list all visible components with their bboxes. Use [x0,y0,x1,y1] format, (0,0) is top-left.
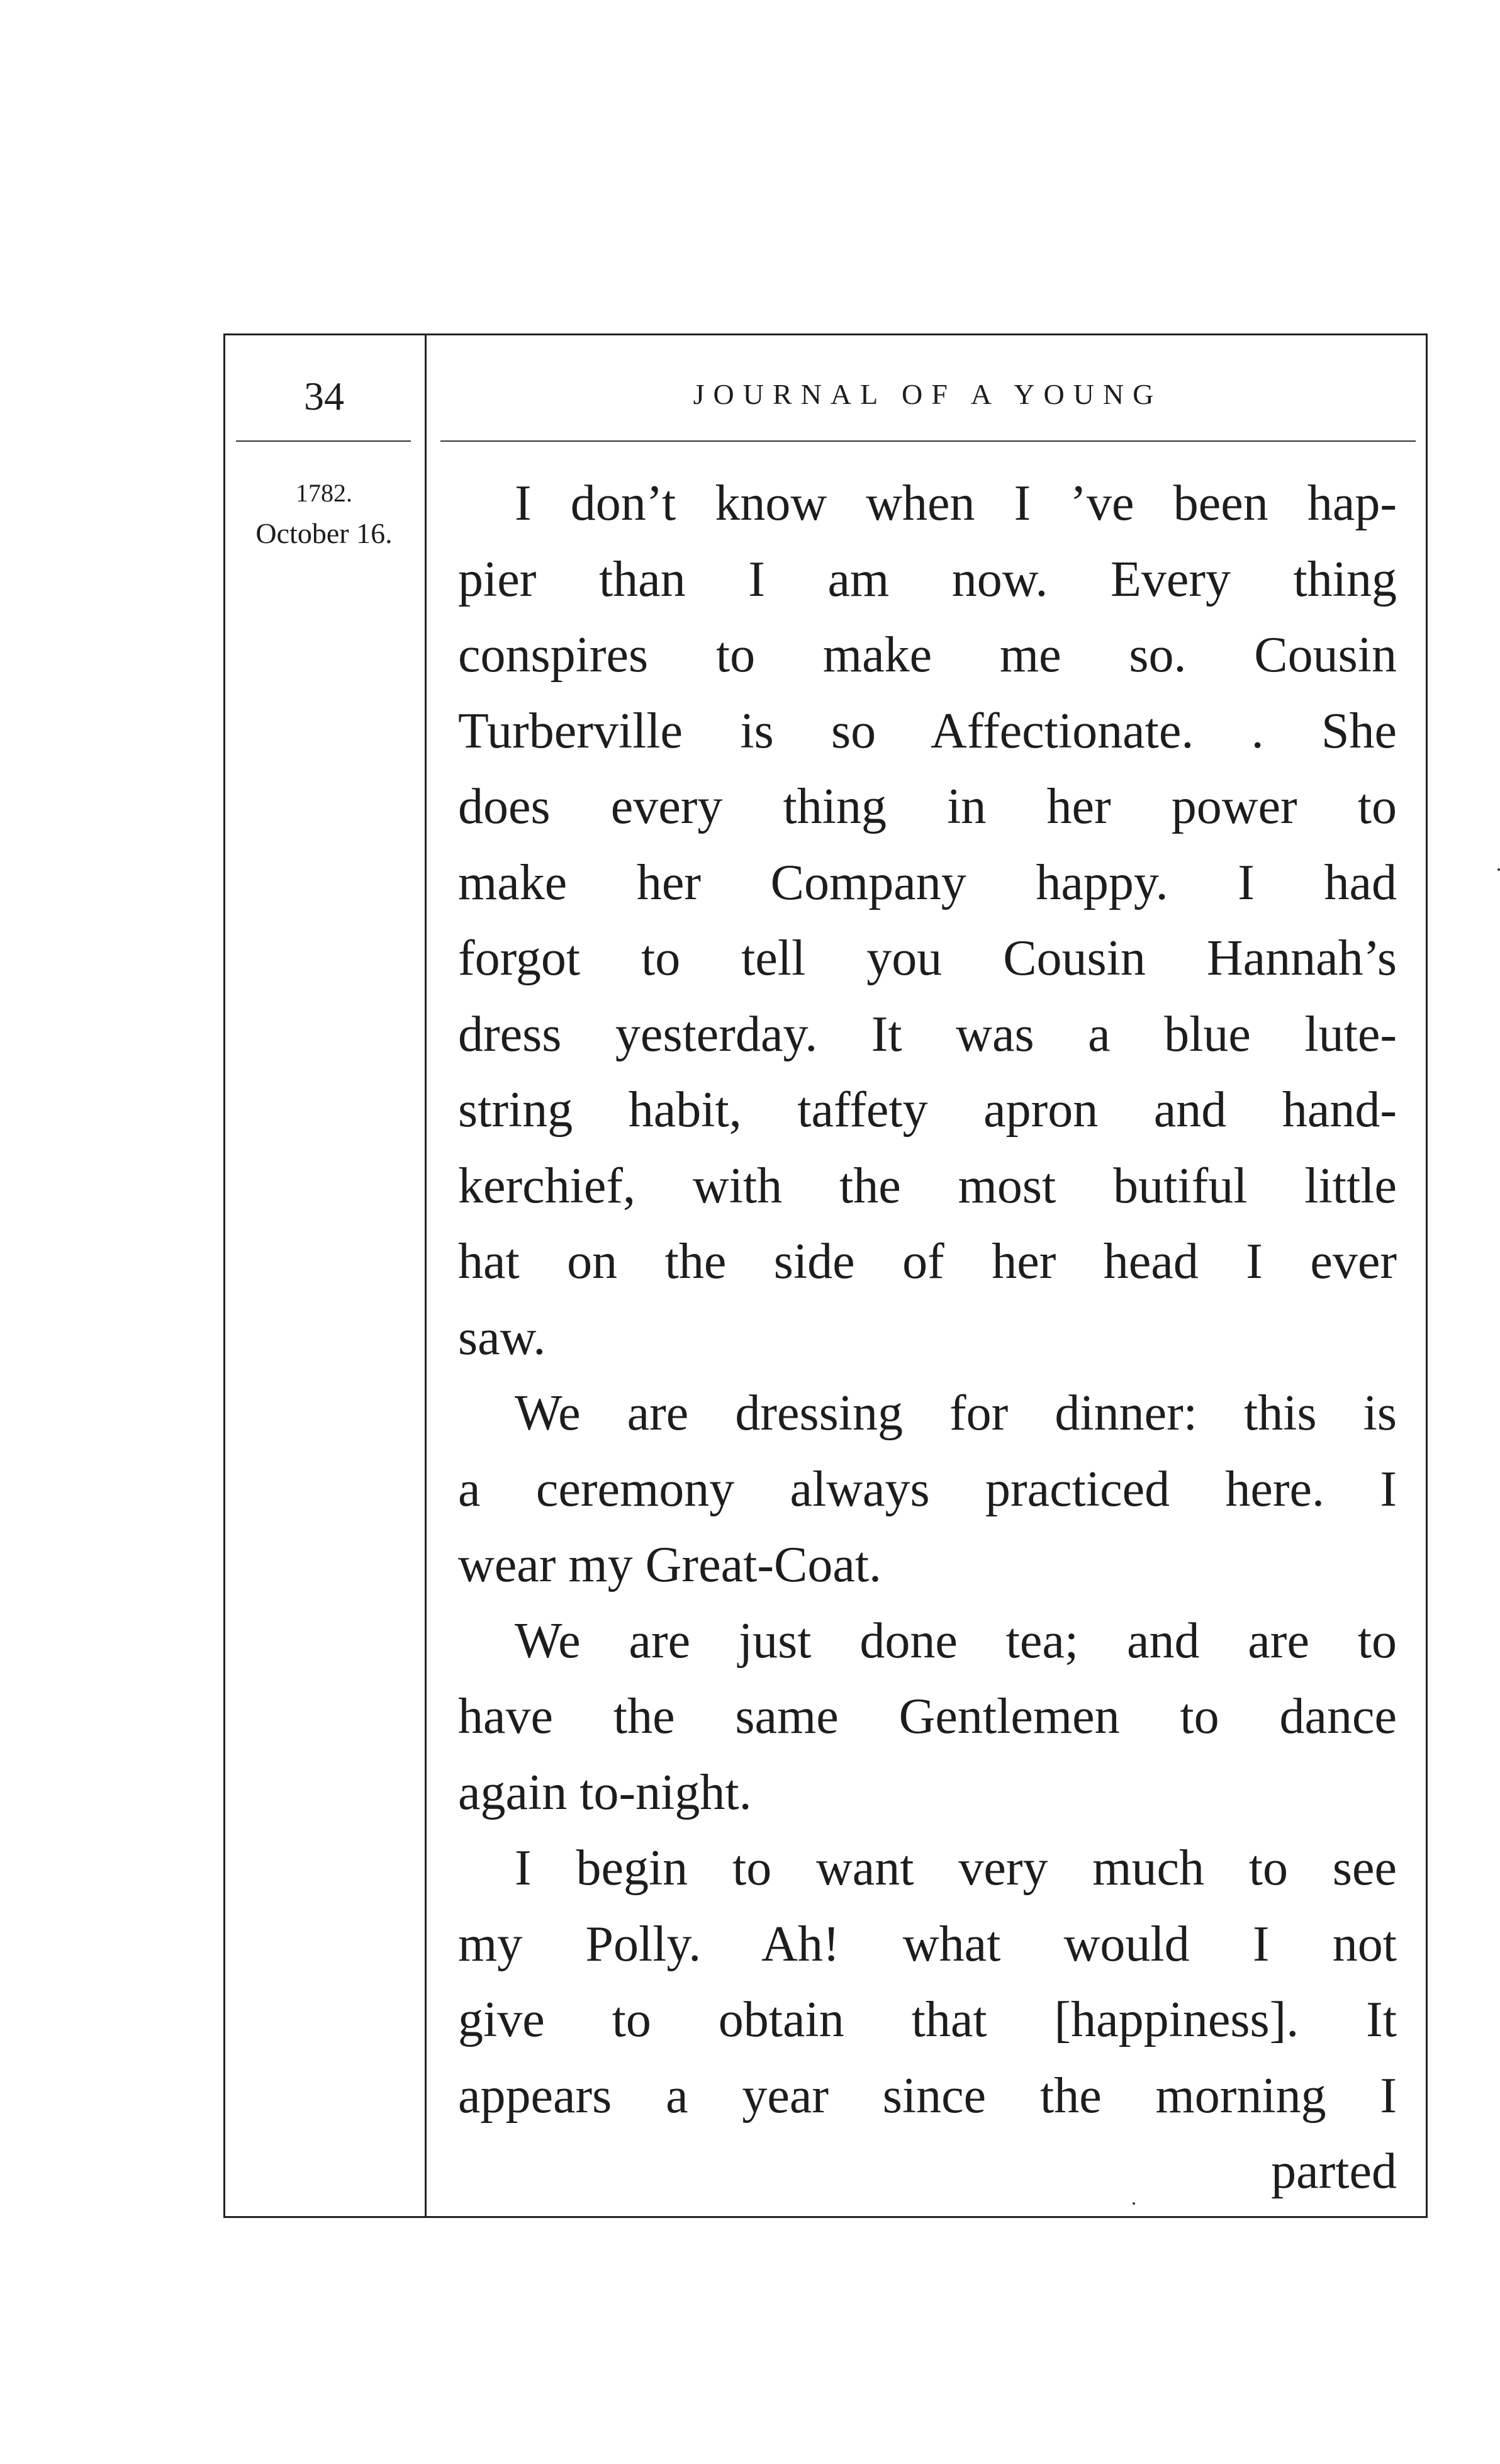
text-line: conspires to make me so. Cousin [458,627,1397,683]
text-line: I begin to want very much to see [515,1840,1397,1896]
header-rule-left [236,440,411,442]
text-line: make her Company happy. I had [458,854,1397,910]
text-line: kerchief, with the most butiful little [458,1158,1397,1214]
text-line: have the same Gentlemen to dance [458,1689,1397,1744]
scan-speck [1497,868,1500,871]
page-number: 34 [304,374,344,418]
text-line: saw. [458,1309,546,1365]
margin-year: 1782. [296,479,352,507]
text-line: again to-night. [458,1764,752,1820]
text-line: does every thing in her power to [458,779,1397,834]
gutter-rule [425,333,427,2218]
text-line: my Polly. Ah! what would I not [458,1916,1397,1972]
text-line: We are just done tea; and are to [515,1613,1397,1669]
text-line: We are dressing for dinner: this is [515,1386,1397,1441]
text-line: appears a year since the morning I [458,2068,1397,2124]
running-head: JOURNAL OF A YOUNG [693,378,1163,410]
text-line: forgot to tell you Cousin Hannah’s [458,931,1397,986]
text-line: I don’t know when I ’ve been hap- [515,476,1397,531]
scan-speck [1133,2202,1135,2205]
text-line: give to obtain that [happiness]. It [458,1992,1397,2047]
text-line: dress yesterday. It was a blue lute- [458,1006,1397,1062]
margin-date-note [230,473,418,554]
text-line: wear my Great-Coat. [458,1537,882,1593]
text-line: string habit, taffety apron and hand- [458,1082,1397,1138]
margin-date: October 16. [255,517,393,549]
text-line: pier than I am now. Every thing [458,551,1397,607]
body-text [458,466,1397,2210]
header-rule-right [440,440,1416,442]
text-line: parted [1271,2144,1397,2199]
text-line: a ceremony always practiced here. I [458,1461,1397,1517]
text-line: Turberville is so Affectionate. . She [458,703,1397,759]
text-line: hat on the side of her head I ever [458,1234,1397,1289]
